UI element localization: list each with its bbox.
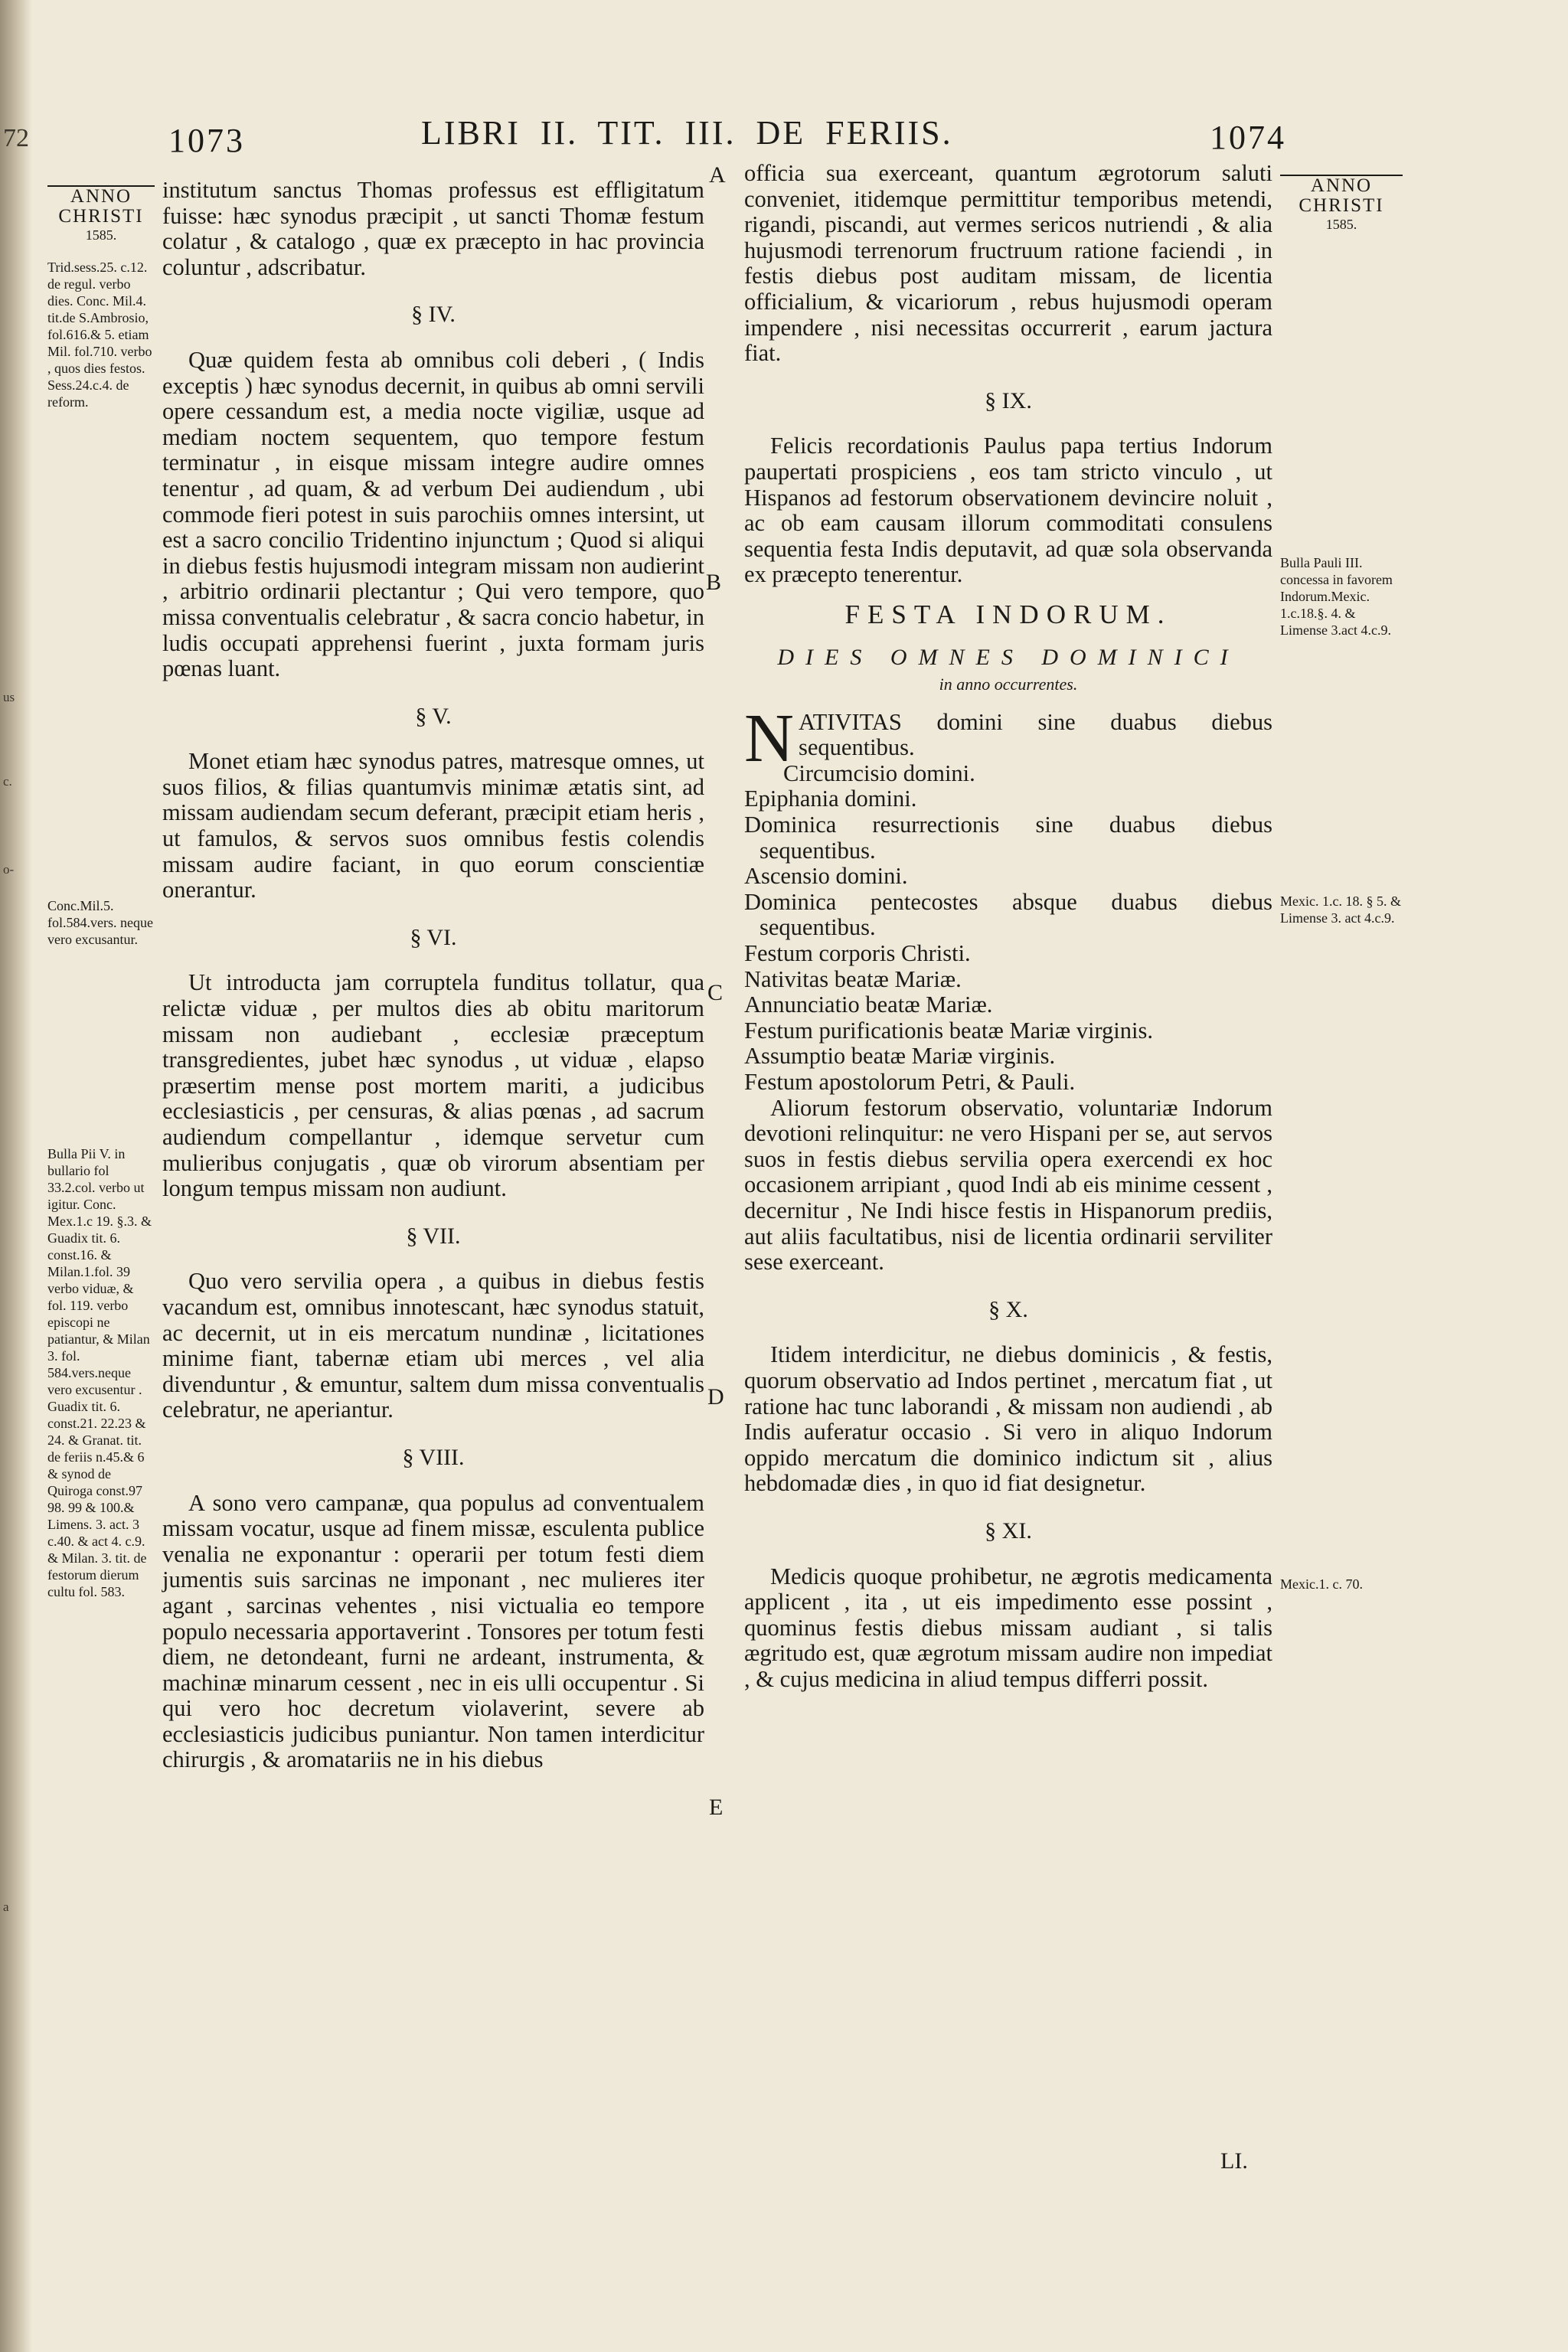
section-paragraph: Felicis recordationis Paulus papa tertius Indorum paupertati prospiciens , eos tam stricto vinculo , ut Hispanos ad festorum observationem devincire noluit , ac ob eam causam illorum commoditati consulens sequentia festa Indis deputavit, ad quæ sola observanda ex præcepto tenerentur. <box>744 433 1272 588</box>
page-title: LIBRI II. TIT. III. DE FERIIS. <box>421 114 953 152</box>
feast-item: Dominica resurrectionis sine duabus diebus sequentibus. <box>744 812 1272 864</box>
feast-item: Ascensio domini. <box>744 863 908 890</box>
section-heading: § XI. <box>985 1517 1032 1544</box>
dies-dominici-heading: DIES OMNES DOMINICI <box>777 644 1240 670</box>
anno-label: ANNO <box>1280 175 1403 196</box>
running-header <box>168 113 1286 167</box>
section-paragraph: Ut introducta jam corruptela funditus tollatur, qua relictæ viduæ , per multos dies ab obitu maritorum missam non audiebant , ecclesiæ præceptum transgredientes, jubet hæc synodus , ut viduæ , elapso præsertim mense post mortem mariti, a judicibus ecclesiasticis , per censuras, & alias pœnas , ad sacrum audiendum compellantur , idemque servetur cum mulieribus conjugatis , quæ ob virorum absentiam per longum tempus missam non audiunt. <box>162 969 704 1202</box>
feast-item: Festum corporis Christi. <box>744 940 971 967</box>
feast-item: Epiphania domini. <box>744 786 917 812</box>
section-paragraph: Itidem interdicitur, ne diebus dominicis , & festis, quorum observatio ad Indos pertinet , mercatum fiat , ut ratione hac tunc laborandi , & missam non audiendi , ab Indis auferatur occasio . Si vero in aliquo Indorum oppido mercatum die dominico indictum sit , alius hebdomadæ dies , in quo id fiat designetur. <box>744 1341 1272 1497</box>
edge-fragment: 72 <box>3 124 29 152</box>
left-column <box>162 178 704 1773</box>
edge-fragment: c. <box>3 774 12 789</box>
left-margin-note: Bulla Pii V. in bullario fol 33.2.col. verbo ut igitur. Conc. Mex.1.c 19. §.3. & Guadix tit. 6. const.16. & Milan.1.fol. 39 verbo viduæ, & fol. 119. verbo episcopi ne patiantur, & Milan 3. fol. 584.vers.neque vero excusentur . Guadix tit. 6. const.21. 22.23 & 24. & Granat. tit. de feriis n.45.& 6 & synod de Quiroga const.97 98. 99 & 100.& Limens. 3. act. 3 c.40. & act 4. c.9. & Milan. 3. tit. de festorum dierum cultu fol. 583. <box>47 1146 152 1599</box>
section-heading: § VIII. <box>402 1444 465 1470</box>
feast-item: Nativitas beatæ Mariæ. <box>744 965 962 992</box>
section-paragraph: A sono vero campanæ, qua populus ad conventualem missam vocatur, usque ad finem missæ, esculenta publice venalia ne exponantur : operarii per totum festi diem jumentis suis sarcinas ne imponant , nec mulieres iter agant , sarcinas vehentes , nisi victualia eo tempore populo necessaria apportaverint . Tonsores per totum festi diem, ne detondeant, furni ne ardeant, instrumenta, & machinæ minarum cessent , nec in eis ulli occupentur . Si qui vero hoc decretum violaverint, severe ab ecclesiasticis judicibus puniantur. Non tamen interdicitur chirurgis , & aromatariis ne in his diebus <box>162 1489 704 1773</box>
christi-label: CHRISTI <box>58 206 144 227</box>
section-heading: § IX. <box>985 387 1032 413</box>
gutter-letter: D <box>707 1384 724 1410</box>
section-paragraph: Monet etiam hæc synodus patres, matresque omnes, ut suos filios, & filias quantumvis minimæ ætatis sint, ad missam audiendam secum deferant, præcipit etiam heris , ut famulos, & servos suos omnibus festis colendis missam audire faciant, in quo eorum conscientiæ onerantur. <box>162 748 704 903</box>
drop-cap: N <box>744 700 794 776</box>
section-heading: § VI. <box>410 924 457 950</box>
year-label: 1585. <box>85 227 117 243</box>
feast-item: Circumcisio domini. <box>783 760 975 786</box>
right-margin-note: Mexic. 1.c. 18. § 5. & Limense 3. act 4.c.9. <box>1280 893 1401 926</box>
section-paragraph: Medicis quoque prohibetur, ne ægrotis medicamenta applicent , ita , ut eis impedimento esse possint , quominus festis diebus missam audiant , si talis ægritudo est, quæ ægrotum missam audire non impediat , & cujus medicina in aliud tempus differri possit. <box>744 1563 1272 1692</box>
anno-label: ANNO <box>47 185 155 207</box>
right-column <box>744 161 1272 1692</box>
section-paragraph: Quo vero servilia opera , a quibus in diebus festis vacandum est, omnibus innotescant, hæc synodus statuit, ac decernit, ut in eis mercatum nundinæ , licitationes minime fiant, tabernæ etiam ubi merces , vel alia divenduntur , & emuntur, saltem dum missa conventualis celebratur, ne aperiantur. <box>162 1268 704 1423</box>
left-margin-note: Conc.Mil.5. fol.584.vers. neque vero excusantur. <box>47 898 153 947</box>
catchword: LI. <box>1220 2148 1248 2174</box>
right-margin-note: Mexic.1. c. 70. <box>1280 1576 1363 1592</box>
section-paragraph: Quæ quidem festa ab omnibus coli deberi , ( Indis exceptis ) hæc synodus decernit, in quibus ab omni servili opere cessandum est, a media nocte vigiliæ, usque ad mediam noctem sequentem, quo tempore festum terminatur , in eisque missam integre audire omnes tenentur , ad quam, & ad verbum Dei audiendum , ubi commode fieri potest in suis parochiis omnes intersint, ut est a sacro concilio Tridentino injunctum ; Quod si aliqui in diebus festis hujusmodi integram missam non audierint , arbitrio ordinarii plectantur ; Qui vero tempore, quo missa conventualis celebratur , & sacra concio habetur, in ludis occupati apprehensi fuerint , juxta formam juris pœnas luant. <box>162 346 704 682</box>
gutter-letter: A <box>709 162 726 188</box>
festa-indorum-heading: FESTA INDORUM. <box>844 599 1172 629</box>
gutter-letter: B <box>706 570 722 595</box>
section-heading: § X. <box>988 1296 1028 1322</box>
page-number-left: 1073 <box>168 122 245 159</box>
feast-list <box>744 700 1272 1096</box>
feast-text: ATIVITAS domini sine duabus diebus sequentibus. <box>799 708 1272 761</box>
feast-item: Dominica pentecostes absque duabus diebus sequentibus. <box>744 888 1272 941</box>
continued-paragraph: institutum sanctus Thomas professus est effligitatum fuisse: hæc synodus præcipit , ut sancti Thomæ festum colatur , & catalogo , quæ ex præcepto in hac provincia coluntur , adscribatur. <box>162 177 704 280</box>
edge-fragment: a <box>3 1900 9 1914</box>
edge-fragment: us <box>3 690 15 704</box>
page-number-right: 1074 <box>1210 119 1286 156</box>
christi-label: CHRISTI <box>1298 195 1384 216</box>
section-paragraph: Aliorum festorum observatio, voluntariæ Indorum devotioni relinquitur: ne vero Hispani per se, aut servos suos in festis diebus servilia opera exercendi ex hoc occasionem arripiant , quod Indi ab eis minime cessent , decernitur , Ne Indi hisce festis in Hispanorum prediis, aut aliis facultatibus, nisi de licentia ordinarii serviliter sese exerceant. <box>744 1094 1272 1276</box>
year-label: 1585. <box>1325 217 1357 232</box>
edge-fragment: o- <box>3 862 15 877</box>
dies-subheading: in anno occurrentes. <box>939 675 1078 694</box>
right-margin-year <box>1280 175 1403 233</box>
gutter-letter: E <box>709 1795 724 1820</box>
feast-item: Festum purificationis beatæ Mariæ virginis. <box>744 1017 1153 1044</box>
adjacent-page-edge <box>0 0 32 2352</box>
gutter-letter: C <box>707 980 724 1005</box>
section-heading: § V. <box>415 703 452 729</box>
feast-item: Annunciatio beatæ Mariæ. <box>744 991 993 1018</box>
continued-paragraph: officia sua exerceant, quantum ægrotorum saluti conveniet, itidemque permittitur temporibus metendi, rigandi, piscandi, aut vermes sericos nutriendi , & alia hujusmodi terrenorum fructruum ratione faciendi , in festis diebus post auditam missam, de licentia officialium, & vicariorum , rebus hujusmodi operam impendere , nisi necessitas occurrerit , earum jactura fiat. <box>744 160 1272 367</box>
section-heading: § VII. <box>406 1223 461 1249</box>
left-margin-note: Trid.sess.25. c.12. de regul. verbo dies. Conc. Mil.4. tit.de S.Ambrosio, fol.616.& 5. etiam Mil. fol.710. verbo , quos dies festos. Sess.24.c.4. de reform. <box>47 260 152 410</box>
right-margin-note: Bulla Pauli III. concessa in favorem Indorum.Mexic. 1.c.18.§. 4. & Limense 3.act 4.c.9. <box>1280 555 1393 638</box>
section-heading: § IV. <box>411 302 456 328</box>
left-margin-year <box>47 185 155 243</box>
feast-item: Assumptio beatæ Mariæ virginis. <box>744 1043 1056 1070</box>
feast-item: Festum apostolorum Petri, & Pauli. <box>744 1069 1076 1095</box>
